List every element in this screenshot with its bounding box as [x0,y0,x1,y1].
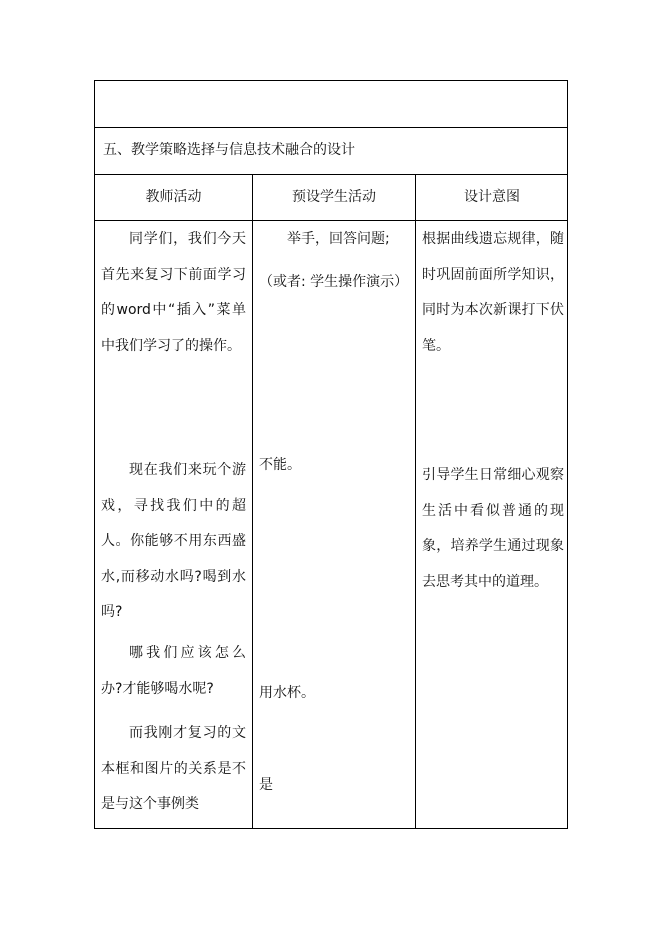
teacher-paragraph: 现在我们来玩个游戏，寻找我们中的超人。你能够不用东西盛水,而移动水吗?喝到水吗? [101,462,246,620]
header-design-intent: 设计意图 [464,189,520,205]
lesson-plan-table [94,80,568,829]
teacher-activity-cell [95,220,252,828]
section-title: 五、教学策略选择与信息技术融合的设计 [103,142,355,158]
design-intent-paragraph: 根据曲线遗忘规律，随时巩固前面所学知识，同时为本次新课打下伏笔。 [422,231,564,354]
empty-row [95,81,567,128]
student-response: 不能。 [259,457,301,473]
design-intent-cell [416,220,568,828]
header-teacher-activity: 教师活动 [145,189,202,205]
student-response: 是 [259,777,273,793]
teacher-paragraph: 哪我们应该怎么办?才能够喝水呢? [101,645,246,697]
header-row [95,174,567,221]
student-response: 用水杯。 [259,685,315,701]
design-intent-paragraph: 引导学生日常细心观察生活中看似普通的现象，培养学生通过现象去思考其中的道理。 [422,467,564,590]
header-student-activity: 预设学生活动 [292,189,376,205]
student-response: （或者: 学生操作演示） [259,274,409,290]
student-activity-cell [253,220,415,828]
teacher-paragraph: 而我刚才复习的文本框和图片的关系是不是与这个事例类 [101,725,246,812]
teacher-paragraph: 同学们，我们今天首先来复习下前面学习的word中“插入”菜单中我们学习了的操作。 [101,231,246,354]
student-response: 举手，回答问题; [287,231,390,247]
section-title-row [95,127,567,175]
